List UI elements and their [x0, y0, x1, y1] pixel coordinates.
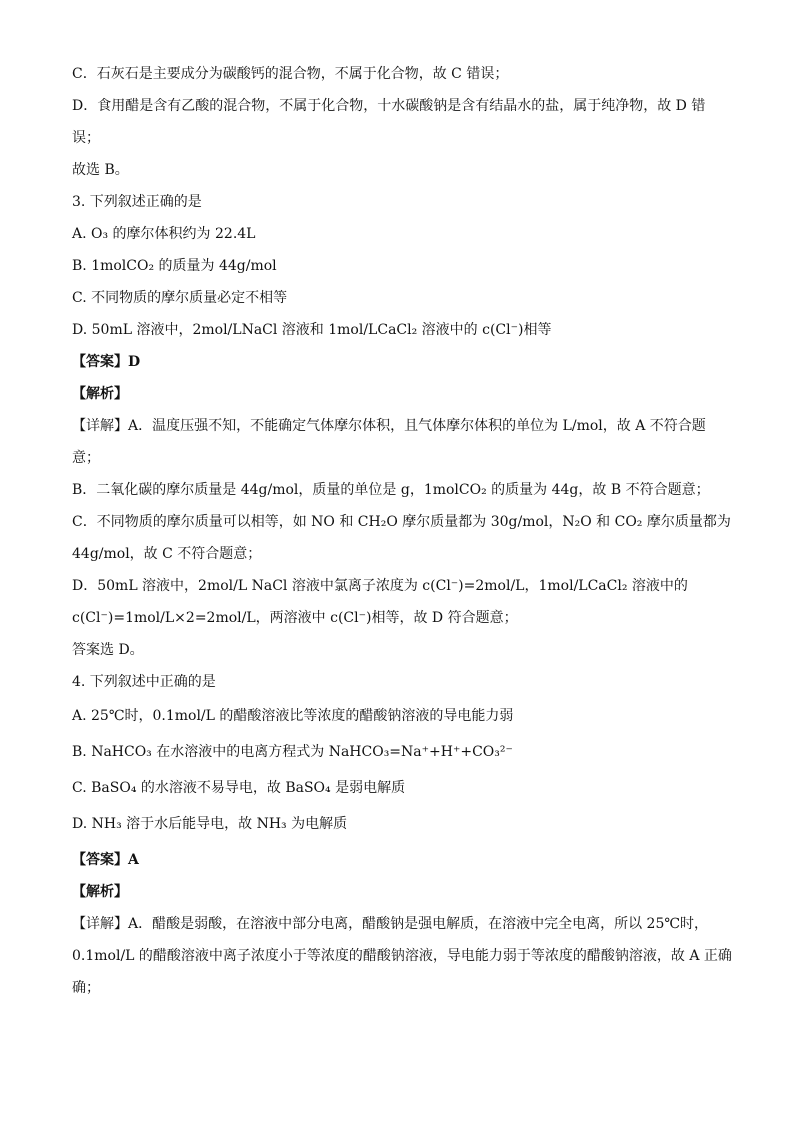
option-c: C. 不同物质的摩尔质量必定不相等	[72, 290, 288, 306]
analysis-label: 【解析】	[72, 386, 128, 402]
answer-label: 【答案】A	[72, 852, 139, 868]
text-line: B．二氧化碳的摩尔质量是 44g/mol，质量的单位是 g，1molCO₂ 的质量为 44g，故 B 不符合题意；	[72, 482, 710, 498]
option-b: B. NaHCO₃ 在水溶液中的电离方程式为 NaHCO₃=Na⁺+H⁺+CO₃²⁻	[72, 744, 513, 760]
option-a: A. O₃ 的摩尔体积约为 22.4L	[72, 226, 256, 242]
option-d: D. 50mL 溶液中，2mol/LNaCl 溶液和 1mol/LCaCl₂ 溶液中的 c(Cl⁻)相等	[72, 322, 552, 338]
text-line: D．50mL 溶液中，2mol/L NaCl 溶液中氯离子浓度为 c(Cl⁻)=2mol/L，1mol/LCaCl₂ 溶液中的	[72, 578, 688, 594]
text-line: 故选 B。	[72, 162, 129, 178]
option-b: B. 1molCO₂ 的质量为 44g/mol	[72, 258, 277, 274]
question-heading: 3. 下列叙述正确的是	[72, 194, 202, 210]
text-line: 【详解】A．醋酸是弱酸，在溶液中部分电离，醋酸钠是强电解质，在溶液中完全电离，所以 25℃时，	[72, 916, 709, 932]
option-c: C. BaSO₄ 的水溶液不易导电，故 BaSO₄ 是弱电解质	[72, 780, 406, 796]
analysis-label: 【解析】	[72, 884, 128, 900]
text-line: D．食用醋是含有乙酸的混合物，不属于化合物，十水碳酸钠是含有结晶水的盐，属于纯净物，故 D 错	[72, 98, 706, 114]
text-line: 答案选 D。	[72, 642, 144, 658]
text-line: 确；	[72, 980, 100, 996]
answer-label: 【答案】D	[72, 354, 141, 370]
text-line: 意；	[72, 450, 100, 466]
text-line: 【详解】A．温度压强不知，不能确定气体摩尔体积，且气体摩尔体积的单位为 L/mol，故 A 不符合题	[72, 418, 706, 434]
text-line: C．石灰石是主要成分为碳酸钙的混合物，不属于化合物，故 C 错误；	[72, 66, 509, 82]
option-a: A. 25℃时，0.1mol/L 的醋酸溶液比等浓度的醋酸钠溶液的导电能力弱	[72, 708, 514, 724]
text-line: 误；	[72, 130, 100, 146]
question-heading: 4. 下列叙述中正确的是	[72, 674, 216, 690]
option-d: D. NH₃ 溶于水后能导电，故 NH₃ 为电解质	[72, 816, 348, 832]
text-line: 44g/mol，故 C 不符合题意；	[72, 546, 262, 562]
text-line: c(Cl⁻)=1mol/L×2=2mol/L，两溶液中 c(Cl⁻)相等，故 D 符合题意；	[72, 610, 518, 626]
text-line: 0.1mol/L 的醋酸溶液中离子浓度小于等浓度的醋酸钠溶液，导电能力弱于等浓度的醋酸钠溶液，故 A 正确	[72, 948, 732, 964]
text-line: C．不同物质的摩尔质量可以相等，如 NO 和 CH₂O 摩尔质量都为 30g/mol，N₂O 和 CO₂ 摩尔质量都为	[72, 514, 731, 530]
